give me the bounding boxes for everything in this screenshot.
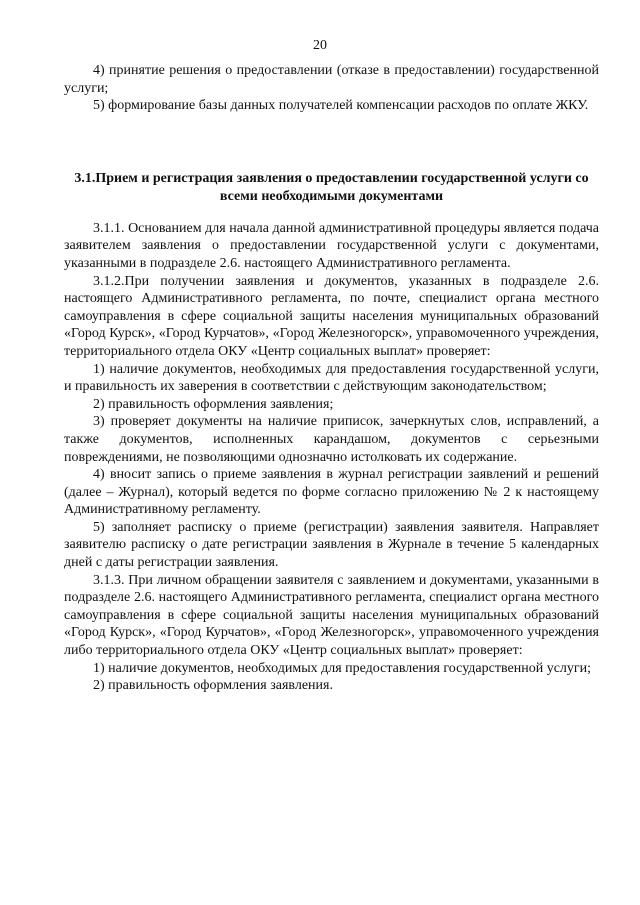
check-item-corrections: 3) проверяет документы на наличие приписок, зачеркнутых слов, исправлений, а также документов, исполненных карандашом, документов с серьезными повреждениями, не позволяющими однозначно истолковать их содержание.	[64, 414, 599, 465]
check-item-application: 2) правильность оформления заявления;	[93, 396, 334, 412]
check-item-documents: 1) наличие документов, необходимых для предоставления государственной услуги, и правильность их заверения в соответствии с действующим законодательством;	[64, 361, 599, 395]
paragraph-3-1-1: 3.1.1. Основанием для начала данной административной процедуры является подача заявителем заявления о предоставлении государственной услуги с документами, указанными в подразделе 2.6. настоящего Административного регламента.	[64, 220, 599, 271]
personal-check-item-documents: 1) наличие документов, необходимых для предоставления государственной услуги;	[93, 660, 592, 676]
check-item-journal: 4) вносит запись о приеме заявления в журнал регистрации заявлений и решений (далее – Журнал), который ведется по форме согласно приложению № 2 к настоящему Административному регламенту.	[64, 467, 599, 518]
paragraph-3-1-2: 3.1.2.При получении заявления и документов, указанных в подразделе 2.6. настоящего Административного регламента, по почте, специалист органа местного самоуправления в сфере социальной защиты населения муниципальных образований «Город Курск», «Город Курчатов», «Город Железногорск», управомоченного учреждения, территориального отдела ОКУ «Центр социальных выплат» проверяет:	[64, 273, 599, 359]
paragraph-3-1-3: 3.1.3. При личном обращении заявителя с заявлением и документами, указанными в подразделе 2.6. настоящего Административного регламента, специалист органа местного самоуправления в сфере социальной защиты населения муниципальных образований «Город Курск», «Город Курчатов», «Город Железногорск», управомоченного учреждения либо территориального отдела ОКУ «Центр социальных выплат» проверяет:	[64, 572, 599, 659]
section-heading: 3.1.Прием и регистрация заявления о предоставлении государственной услуги со всеми необходимыми документами	[74, 170, 589, 204]
page-content	[64, 62, 599, 695]
intro-item-4: 4) принятие решения о предоставлении (отказе в предоставлении) государственной услуги;	[64, 63, 599, 96]
check-item-receipt: 5) заполняет расписку о приеме (регистрации) заявления заявителя. Направляет заявителю расписку о дате регистрации заявления в Журнале в течение 5 календарных дней с даты регистрации заявления.	[64, 519, 599, 571]
page-number: 20	[313, 38, 327, 53]
personal-check-item-application: 2) правильность оформления заявления.	[93, 678, 333, 694]
intro-item-5: 5) формирование базы данных получателей компенсации расходов по оплате ЖКУ.	[93, 98, 589, 114]
